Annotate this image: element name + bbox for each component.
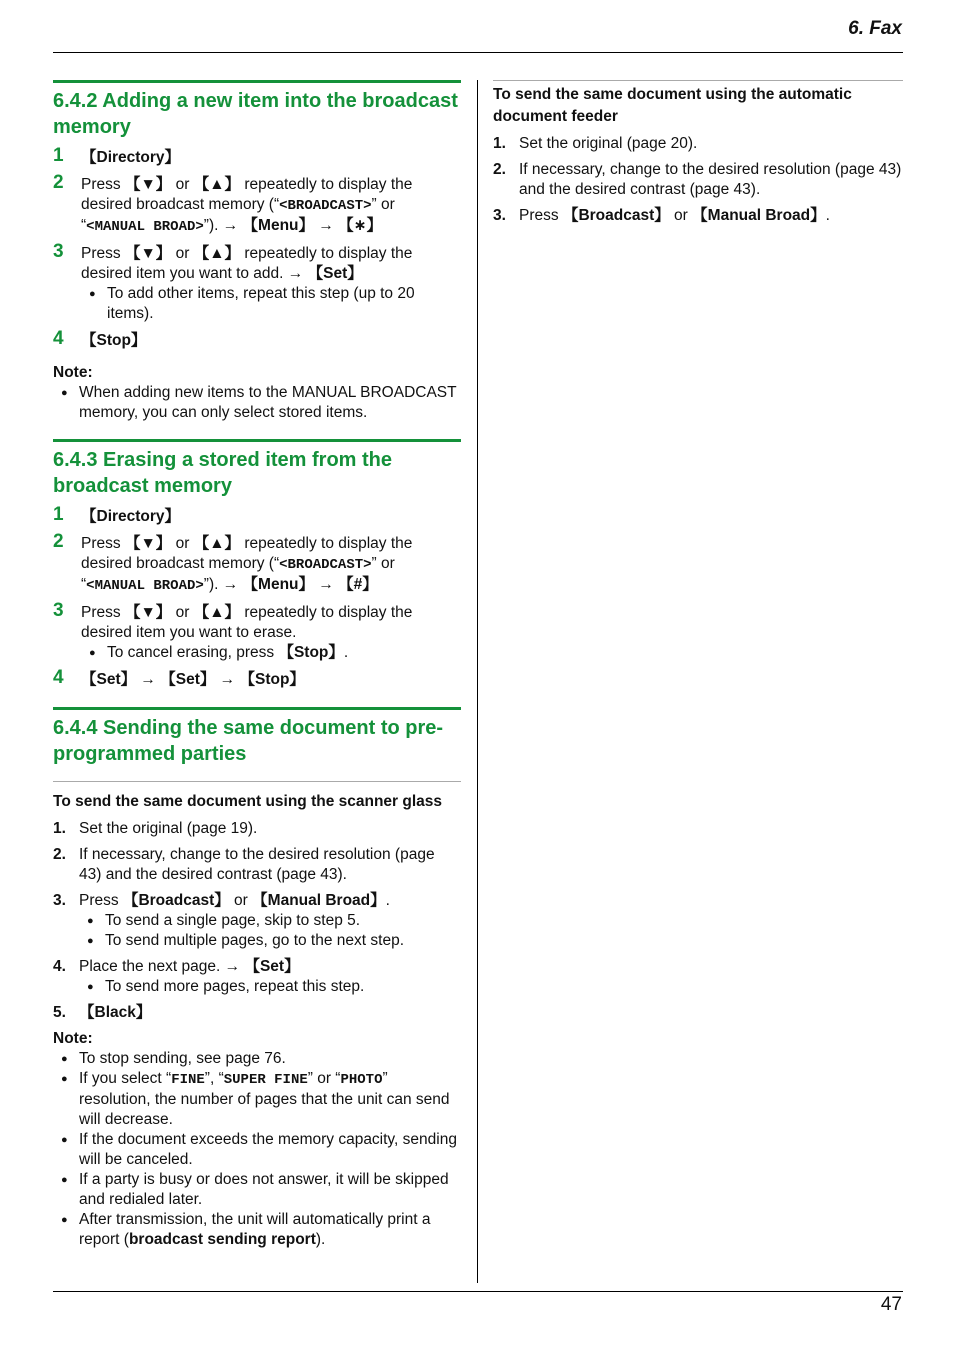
stop-key: 【Stop】 [278,644,344,661]
item-number: 2. [53,846,66,863]
down-key: 【▼】 [124,604,172,621]
numbered-item-4 [53,957,461,997]
step-text: ”). [203,217,223,234]
note-text: ” resolution, the number of pages that the unit can send will decrease. [79,1070,450,1128]
step-3 [53,241,461,324]
note-item: ● To stop sending, see page 76. [53,1049,461,1069]
up-key: 【▲】 [193,176,241,193]
item-number: 1. [493,135,506,152]
report-name: broadcast sending report [128,1231,316,1248]
step-number: 4 [53,328,64,349]
directory-key: 【Directory】 [81,508,181,525]
star-key: 【∗】 [338,217,383,234]
arrow-icon: → [222,217,243,234]
bullet-item: ● To send a single page, skip to step 5. [79,911,461,931]
step-text: repeatedly to display the desired item you want to add. [81,245,413,282]
step-number: 3 [53,600,64,621]
item-text: Press [79,892,123,909]
item-text: Set the original (page 20). [519,135,698,152]
item-number: 1. [53,820,66,837]
stop-key: 【Stop】 [81,332,147,349]
item-text: If necessary, change to the desired resolution (page 43) and the desired contrast (page 43). [519,161,902,198]
bullet-item [81,643,461,663]
step-text: or [171,604,194,621]
section-title: 6.4.2 Adding a new item into the broadcast memory [53,80,461,140]
note-text: ” or “ [307,1070,341,1087]
note-text: After transmission, the unit will automatically print a report ( [79,1211,431,1248]
step-text: or [171,176,194,193]
display-text: PHOTO [340,1072,383,1088]
display-text: <BROADCAST> [279,198,372,214]
numbered-item-1 [493,134,903,154]
bullet-item: ● To add other items, repeat this step (up to 20 items). [81,284,461,324]
step-text: repeatedly to display the desired broadcast memory (“ [81,176,413,213]
right-column [493,80,903,232]
menu-key: 【Menu】 [242,576,315,593]
numbered-item-3 [53,891,461,951]
note-text: If you select “ [79,1070,172,1087]
step-4 [53,667,461,690]
bullet-text: To cancel erasing, press [107,644,279,661]
manual-broad-key: 【Manual Broad】 [252,892,386,909]
broadcast-key: 【Broadcast】 [562,207,670,224]
step-2 [53,172,461,237]
item-number: 3. [53,892,66,909]
step-text: repeatedly to display the desired broadcast memory (“ [81,535,413,572]
step-text: ” or “ [81,196,395,234]
numbered-item-2 [493,160,903,200]
note-label: Note: [53,364,93,381]
item-text: or [669,207,693,224]
note-item [53,1210,461,1250]
item-text: If necessary, change to the desired resolution (page 43) and the desired contrast (page 43). [79,846,435,883]
arrow-icon: → [224,958,245,975]
item-text: Set the original (page 19). [79,820,258,837]
item-number: 3. [493,207,506,224]
section-6-4-3 [53,439,461,690]
step-number: 4 [53,667,64,688]
page-number: 47 [880,1294,902,1315]
step-number: 3 [53,241,64,262]
step-text: Press [81,245,125,262]
chapter-title: 6. Fax [848,18,902,39]
left-column [53,80,461,1250]
display-text: <BROADCAST> [279,557,372,573]
column-divider [477,80,478,1283]
note-text: ). [315,1231,326,1248]
note-item: ● If a party is busy or does not answer, it will be skipped and redialed later. [53,1170,461,1210]
step-number: 1 [53,145,64,166]
note-text: ”, “ [204,1070,224,1087]
item-number: 2. [493,161,506,178]
bullet-item: ● To send multiple pages, go to the next step. [79,931,461,951]
step-1 [53,504,461,527]
subsection-heading: To send the same document using the scanner glass [53,781,461,813]
arrow-icon: → [215,671,240,688]
broadcast-key: 【Broadcast】 [122,892,230,909]
item-number: 5. [53,1004,66,1021]
note-item: ● When adding new items to the MANUAL BROADCAST memory, you can only select stored items. [53,383,461,423]
numbered-item-2 [53,845,461,885]
display-text: SUPER FINE [223,1072,308,1088]
arrow-icon: → [314,217,339,234]
display-text: <MANUAL BROAD> [86,578,204,594]
stop-key: 【Stop】 [239,671,305,688]
item-text: Place the next page. [79,958,225,975]
display-text: <MANUAL BROAD> [86,219,204,235]
step-text: Press [81,535,125,552]
step-number: 2 [53,531,64,552]
numbered-item-1 [53,819,461,839]
menu-key: 【Menu】 [242,217,315,234]
step-2 [53,531,461,596]
item-text: . [825,207,830,224]
section-title: 6.4.3 Erasing a stored item from the broadcast memory [53,439,461,499]
item-text: Press [519,207,563,224]
section-6-4-2 [53,80,461,423]
set-key: 【Set】 [81,671,137,688]
arrow-icon: → [136,671,161,688]
note-item [53,1069,461,1130]
arrow-icon: → [287,265,308,282]
step-text: ”). [203,576,223,593]
bullet-item: ● To send more pages, repeat this step. [79,977,461,997]
up-key: 【▲】 [193,245,241,262]
note-label: Note: [53,1030,93,1047]
section-6-4-4 [53,707,461,1250]
hash-key: 【#】 [338,576,378,593]
up-key: 【▲】 [193,535,241,552]
set-key: 【Set】 [160,671,216,688]
black-key: 【Black】 [79,1004,152,1021]
down-key: 【▼】 [124,245,172,262]
note-item: ● If the document exceeds the memory capacity, sending will be canceled. [53,1130,461,1170]
step-text: or [171,535,194,552]
down-key: 【▼】 [124,535,172,552]
step-text: repeatedly to display the desired item you want to erase. [81,604,413,641]
step-1 [53,145,461,168]
set-key: 【Set】 [307,265,363,282]
step-4 [53,328,461,351]
step-text: Press [81,604,125,621]
header-rule [53,52,903,53]
arrow-icon: → [314,576,339,593]
item-text: or [229,892,253,909]
numbered-item-5 [53,1003,461,1023]
arrow-icon: → [222,576,243,593]
down-key: 【▼】 [124,176,172,193]
display-text: FINE [171,1072,205,1088]
set-key: 【Set】 [244,958,300,975]
step-text: ” or “ [81,555,395,593]
bullet-text: . [343,644,349,661]
step-text: or [171,245,194,262]
step-3 [53,600,461,663]
item-number: 4. [53,958,66,975]
step-text: Press [81,176,125,193]
up-key: 【▲】 [193,604,241,621]
step-number: 1 [53,504,64,525]
manual-broad-key: 【Manual Broad】 [692,207,826,224]
item-text: . [385,892,390,909]
step-number: 2 [53,172,64,193]
subsection-heading: To send the same document using the automatic document feeder [493,80,903,128]
directory-key: 【Directory】 [81,149,181,166]
section-title: 6.4.4 Sending the same document to pre-programmed parties [53,707,461,767]
footer-rule [53,1291,903,1292]
numbered-item-3 [493,206,903,226]
